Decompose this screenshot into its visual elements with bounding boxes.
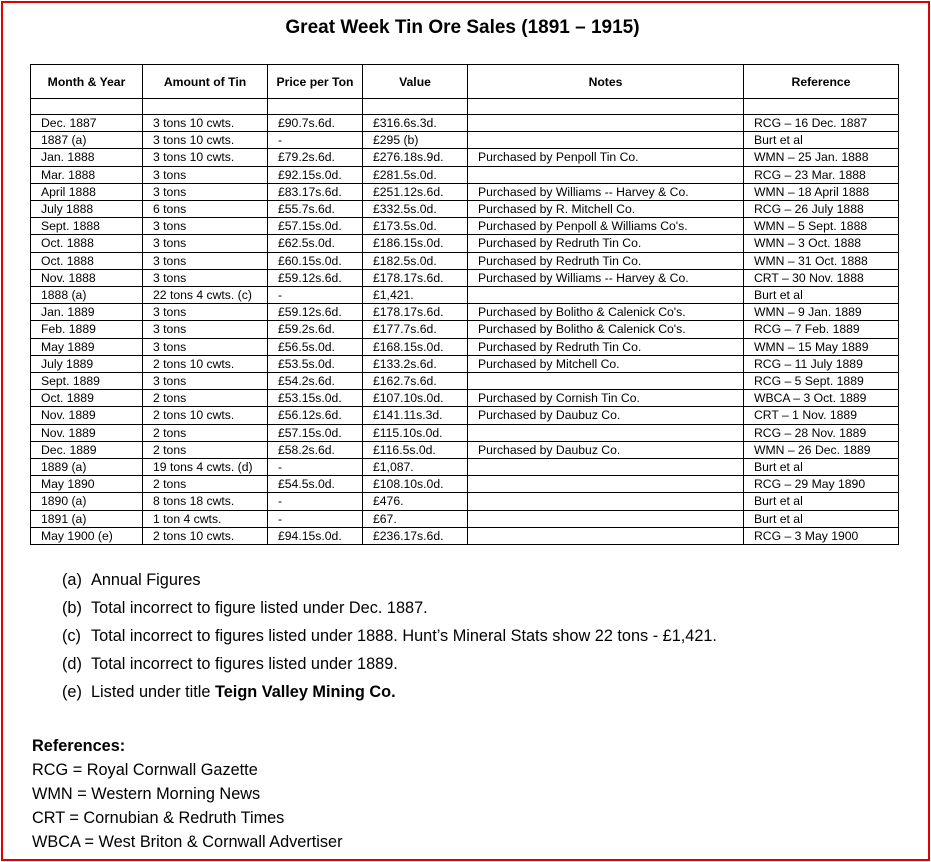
table-cell: 2 tons [143, 424, 268, 441]
table-cell: RCG – 5 Sept. 1889 [744, 373, 899, 390]
table-cell: 3 tons 10 cwts. [143, 149, 268, 166]
table-cell: £56.12s.6d. [268, 407, 363, 424]
table-row [31, 527, 899, 544]
table-cell: WMN – 31 Oct. 1888 [744, 252, 899, 269]
table-row [31, 493, 899, 510]
table-cell: 1887 (a) [31, 132, 143, 149]
table-cell: £94.15s.0d. [268, 527, 363, 544]
reference-item: WMN = Western Morning News [32, 785, 261, 803]
table-cell: 3 tons [143, 321, 268, 338]
table-cell: Jan. 1888 [31, 149, 143, 166]
table-cell: Sept. 1888 [31, 218, 143, 235]
table-cell: Purchased by Redruth Tin Co. [468, 338, 744, 355]
table-row [31, 510, 899, 527]
table-cell: £281.5s.0d. [363, 166, 468, 183]
table-cell: £55.7s.6d. [268, 201, 363, 218]
table-cell [468, 493, 744, 510]
table-cell: RCG – 28 Nov. 1889 [744, 424, 899, 441]
table-cell: Nov. 1889 [31, 424, 143, 441]
table-cell: £141.11s.3d. [363, 407, 468, 424]
table-cell: RCG – 26 July 1888 [744, 201, 899, 218]
table-cell: £182.5s.0d. [363, 252, 468, 269]
table-row [31, 218, 899, 235]
table-cell [363, 99, 468, 115]
table-cell [468, 527, 744, 544]
header-month-year: Month & Year [31, 65, 143, 99]
tin-sales-table [30, 64, 899, 545]
table-row [31, 235, 899, 252]
table-cell: Oct. 1889 [31, 390, 143, 407]
table-cell: £1,421. [363, 287, 468, 304]
table-cell: £162.7s.6d. [363, 373, 468, 390]
table-cell: Nov. 1889 [31, 407, 143, 424]
table-row [31, 424, 899, 441]
table-cell: 3 tons [143, 235, 268, 252]
table-cell: 3 tons [143, 373, 268, 390]
table-cell: WBCA – 3 Oct. 1889 [744, 390, 899, 407]
footnote-item [62, 569, 717, 597]
table-cell: Purchased by Williams -- Harvey & Co. [468, 183, 744, 200]
footnote-item [62, 625, 717, 653]
table-cell: £56.5s.0d. [268, 338, 363, 355]
table-row [31, 149, 899, 166]
table-cell: 1890 (a) [31, 493, 143, 510]
table-cell [143, 99, 268, 115]
footnote-marker: (c) [62, 627, 81, 645]
table-row [31, 373, 899, 390]
table-cell: Purchased by R. Mitchell Co. [468, 201, 744, 218]
table-row [31, 441, 899, 458]
table-cell: £67. [363, 510, 468, 527]
header-value: Value [363, 65, 468, 99]
table-cell: 3 tons [143, 166, 268, 183]
table-body [31, 99, 899, 545]
table-cell: £316.6s.3d. [363, 115, 468, 132]
table-cell: £116.5s.0d. [363, 441, 468, 458]
table-cell: Dec. 1887 [31, 115, 143, 132]
table-row [31, 287, 899, 304]
table-cell: £476. [363, 493, 468, 510]
table-cell: £276.18s.9d. [363, 149, 468, 166]
table-cell: 3 tons 10 cwts. [143, 132, 268, 149]
table-cell [268, 99, 363, 115]
table-cell: £168.15s.0d. [363, 338, 468, 355]
table-cell: £92.15s.0d. [268, 166, 363, 183]
table-row [31, 407, 899, 424]
table-cell: 3 tons [143, 252, 268, 269]
document-title: Great Week Tin Ore Sales (1891 – 1915) [285, 17, 640, 38]
table-cell: Purchased by Williams -- Harvey & Co. [468, 269, 744, 286]
table-cell: Burt et al [744, 459, 899, 476]
table-cell: Purchased by Redruth Tin Co. [468, 252, 744, 269]
table-cell: 2 tons [143, 476, 268, 493]
table-cell: Purchased by Bolitho & Calenick Co's. [468, 304, 744, 321]
table-cell: Burt et al [744, 287, 899, 304]
table-cell [31, 99, 143, 115]
table-cell: Purchased by Daubuz Co. [468, 407, 744, 424]
footnote-marker: (b) [62, 599, 82, 617]
table-cell: Nov. 1888 [31, 269, 143, 286]
table-row [31, 115, 899, 132]
table-row [31, 252, 899, 269]
header-price: Price per Ton [268, 65, 363, 99]
table-cell: RCG – 11 July 1889 [744, 355, 899, 372]
table-cell: 19 tons 4 cwts. (d) [143, 459, 268, 476]
footnote-text: Total incorrect to figure listed under Dec. 1887. [91, 599, 428, 617]
table-cell: Purchased by Penpoll Tin Co. [468, 149, 744, 166]
table-cell: £115.10s.0d. [363, 424, 468, 441]
table-cell: £60.15s.0d. [268, 252, 363, 269]
table-cell [468, 166, 744, 183]
table-cell: RCG – 16 Dec. 1887 [744, 115, 899, 132]
reference-item: WBCA = West Briton & Cornwall Advertiser [32, 833, 343, 851]
table-cell [468, 476, 744, 493]
table-cell: WMN – 9 Jan. 1889 [744, 304, 899, 321]
table-cell: 1 ton 4 cwts. [143, 510, 268, 527]
table-cell: £59.12s.6d. [268, 269, 363, 286]
footnote-marker: (d) [62, 655, 82, 673]
table-row [31, 476, 899, 493]
table-cell [468, 132, 744, 149]
table-cell: Sept. 1889 [31, 373, 143, 390]
table-cell: 3 tons [143, 183, 268, 200]
table-cell: 2 tons 10 cwts. [143, 355, 268, 372]
table-cell: 3 tons [143, 218, 268, 235]
footnote-text: Total incorrect to figures listed under 1889. [91, 655, 398, 673]
table-cell: £295 (b) [363, 132, 468, 149]
table-cell: July 1889 [31, 355, 143, 372]
footnote-item [62, 681, 717, 709]
table-row [31, 132, 899, 149]
table-cell: 2 tons 10 cwts. [143, 407, 268, 424]
table-cell: £251.12s.6d. [363, 183, 468, 200]
table-cell: RCG – 29 May 1890 [744, 476, 899, 493]
table-header-row [31, 65, 899, 99]
header-notes: Notes [468, 65, 744, 99]
table-cell: 3 tons [143, 269, 268, 286]
table-cell: Purchased by Bolitho & Calenick Co's. [468, 321, 744, 338]
table-cell [744, 99, 899, 115]
table-cell: WMN – 25 Jan. 1888 [744, 149, 899, 166]
table-cell [468, 287, 744, 304]
table-cell: £90.7s.6d. [268, 115, 363, 132]
table-cell: £53.5s.0d. [268, 355, 363, 372]
table-row [31, 390, 899, 407]
table-cell: £54.5s.0d. [268, 476, 363, 493]
page-frame [1, 1, 930, 861]
table-row [31, 201, 899, 218]
references-heading: References: [32, 737, 126, 755]
table-cell: July 1888 [31, 201, 143, 218]
table-cell: Burt et al [744, 510, 899, 527]
table-cell: £83.17s.6d. [268, 183, 363, 200]
table-cell: CRT – 30 Nov. 1888 [744, 269, 899, 286]
table-cell: £178.17s.6d. [363, 269, 468, 286]
table-cell: £59.12s.6d. [268, 304, 363, 321]
table-row [31, 304, 899, 321]
header-reference: Reference [744, 65, 899, 99]
table-cell: 3 tons [143, 304, 268, 321]
table-cell: £177.7s.6d. [363, 321, 468, 338]
footnote-marker: (a) [62, 571, 82, 589]
footnote-text: Total incorrect to figures listed under 1888. Hunt’s Mineral Stats show 22 tons - £1,421. [91, 627, 717, 645]
table-cell [468, 99, 744, 115]
table-cell: £332.5s.0d. [363, 201, 468, 218]
table-cell: £178.17s.6d. [363, 304, 468, 321]
footnote-marker: (e) [62, 683, 82, 701]
table-cell: Purchased by Daubuz Co. [468, 441, 744, 458]
table-cell: Purchased by Redruth Tin Co. [468, 235, 744, 252]
reference-item: CRT = Cornubian & Redruth Times [32, 809, 285, 827]
table-row [31, 183, 899, 200]
references-section [32, 734, 343, 854]
table-cell: May 1889 [31, 338, 143, 355]
table-cell: May 1890 [31, 476, 143, 493]
table-cell: £62.5s.0d. [268, 235, 363, 252]
table-cell: WMN – 5 Sept. 1888 [744, 218, 899, 235]
table-cell: 3 tons [143, 338, 268, 355]
table-cell: 2 tons [143, 390, 268, 407]
table-cell: 2 tons 10 cwts. [143, 527, 268, 544]
footnote-text: Listed under title [91, 683, 215, 701]
table-cell: 2 tons [143, 441, 268, 458]
footnote-bold-text: Teign Valley Mining Co. [215, 683, 396, 701]
table-cell: WMN – 15 May 1889 [744, 338, 899, 355]
table-row [31, 321, 899, 338]
table-cell: - [268, 493, 363, 510]
footnote-item [62, 597, 717, 625]
table-cell: Mar. 1888 [31, 166, 143, 183]
table-row [31, 459, 899, 476]
table-cell: RCG – 23 Mar. 1888 [744, 166, 899, 183]
table-cell: WMN – 3 Oct. 1888 [744, 235, 899, 252]
table-cell: 1889 (a) [31, 459, 143, 476]
table-cell: Oct. 1888 [31, 235, 143, 252]
table-cell: April 1888 [31, 183, 143, 200]
table-cell: RCG – 7 Feb. 1889 [744, 321, 899, 338]
table-cell: £186.15s.0d. [363, 235, 468, 252]
table-row [31, 338, 899, 355]
table-cell: Jan. 1889 [31, 304, 143, 321]
table-cell: - [268, 459, 363, 476]
footnotes-list [62, 569, 717, 709]
table-cell: 6 tons [143, 201, 268, 218]
table-cell: - [268, 132, 363, 149]
header-amount: Amount of Tin [143, 65, 268, 99]
footnote-item [62, 653, 717, 681]
reference-item: RCG = Royal Cornwall Gazette [32, 761, 258, 779]
table-cell: Purchased by Penpoll & Williams Co's. [468, 218, 744, 235]
table-cell: Purchased by Cornish Tin Co. [468, 390, 744, 407]
table-cell: £108.10s.0d. [363, 476, 468, 493]
table-cell: £1,087. [363, 459, 468, 476]
table-cell: Dec. 1889 [31, 441, 143, 458]
table-cell: £53.15s.0d. [268, 390, 363, 407]
table-cell: Burt et al [744, 132, 899, 149]
table-cell [468, 373, 744, 390]
table-cell [468, 510, 744, 527]
table-cell: WMN – 18 April 1888 [744, 183, 899, 200]
table-row [31, 269, 899, 286]
table-cell: £133.2s.6d. [363, 355, 468, 372]
table-cell: £79.2s.6d. [268, 149, 363, 166]
table-cell: 22 tons 4 cwts. (c) [143, 287, 268, 304]
table-cell: May 1900 (e) [31, 527, 143, 544]
table-cell: CRT – 1 Nov. 1889 [744, 407, 899, 424]
blank-row [31, 99, 899, 115]
table-cell: WMN – 26 Dec. 1889 [744, 441, 899, 458]
table-cell: £57.15s.0d. [268, 218, 363, 235]
table-cell: 1891 (a) [31, 510, 143, 527]
table-cell: 8 tons 18 cwts. [143, 493, 268, 510]
table-cell: Purchased by Mitchell Co. [468, 355, 744, 372]
table-cell: 3 tons 10 cwts. [143, 115, 268, 132]
table-cell: £57.15s.0d. [268, 424, 363, 441]
table-cell: £173.5s.0d. [363, 218, 468, 235]
table-cell: Feb. 1889 [31, 321, 143, 338]
table-cell: £236.17s.6d. [363, 527, 468, 544]
footnote-text: Annual Figures [91, 571, 201, 589]
table-cell: £58.2s.6d. [268, 441, 363, 458]
table-cell: - [268, 287, 363, 304]
table-cell [468, 459, 744, 476]
table-cell: Oct. 1888 [31, 252, 143, 269]
table-cell: 1888 (a) [31, 287, 143, 304]
table-cell: £107.10s.0d. [363, 390, 468, 407]
table-row [31, 166, 899, 183]
table-row [31, 355, 899, 372]
table-cell: Burt et al [744, 493, 899, 510]
table-cell [468, 424, 744, 441]
table-cell [468, 115, 744, 132]
table-cell: £59.2s.6d. [268, 321, 363, 338]
table-cell: RCG – 3 May 1900 [744, 527, 899, 544]
table-cell: - [268, 510, 363, 527]
table-cell: £54.2s.6d. [268, 373, 363, 390]
